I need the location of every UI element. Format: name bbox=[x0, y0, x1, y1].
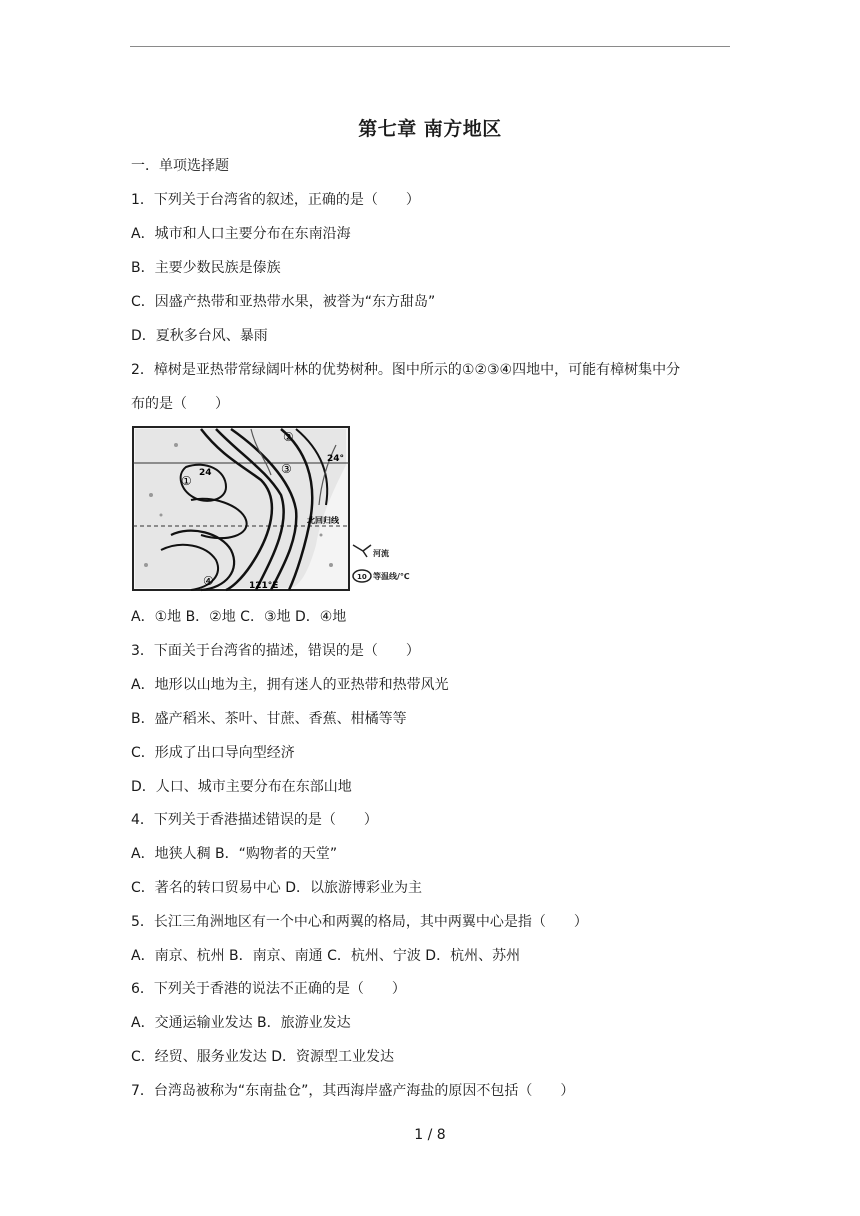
marker-3: ③ bbox=[281, 462, 292, 476]
question-6-options-line1: A．交通运输业发达 B．旅游业发达 bbox=[131, 1015, 351, 1031]
question-5-options: A．南京、杭州 B．南京、南通 C．杭州、宁波 D．杭州、苏州 bbox=[131, 948, 521, 964]
legend-isotherm-value: 10 bbox=[357, 573, 367, 581]
section-heading: 一．单项选择题 bbox=[131, 158, 229, 174]
question-6-stem: 6．下列关于香港的说法不正确的是（ ） bbox=[131, 981, 406, 997]
header-rule bbox=[130, 46, 730, 47]
marker-1: ① bbox=[181, 474, 192, 488]
marker-4: ④ bbox=[203, 574, 214, 588]
question-4-options-line1: A．地狭人稠 B．“购物者的天堂” bbox=[131, 846, 338, 862]
question-5-stem: 5．长江三角洲地区有一个中心和两翼的格局，其中两翼中心是指（ ） bbox=[131, 914, 588, 930]
question-2-stem-line2: 布的是（ ） bbox=[131, 396, 229, 412]
question-3-option-d: D．人口、城市主要分布在东部山地 bbox=[131, 779, 352, 795]
question-2-options: A．①地 B．②地 C．③地 D．④地 bbox=[131, 609, 347, 625]
page-number: 1 / 8 bbox=[414, 1127, 446, 1143]
question-1-option-d: D．夏秋多台风、暴雨 bbox=[131, 328, 268, 344]
marker-2: ② bbox=[283, 430, 294, 444]
question-3-option-b: B．盛产稻米、茶叶、甘蔗、香蕉、柑橘等等 bbox=[131, 711, 407, 727]
question-1-option-c: C．因盛产热带和亚热带水果，被誉为“东方甜岛” bbox=[131, 294, 436, 310]
question-6-options-line2: C．经贸、服务业发达 D．资源型工业发达 bbox=[131, 1049, 395, 1065]
question-2-stem-line1: 2．樟树是亚热带常绿阔叶林的优势树种。图中所示的①②③④四地中，可能有樟树集中分 bbox=[131, 362, 681, 378]
longitude-label: 121°E bbox=[249, 581, 279, 591]
legend-river-label: 河流 bbox=[373, 549, 389, 558]
legend-isotherm-label: 等温线/℃ bbox=[373, 572, 410, 581]
isotherm-label-24: 24 bbox=[199, 468, 212, 478]
question-1-option-b: B．主要少数民族是傣族 bbox=[131, 260, 281, 276]
taiwan-isotherm-map bbox=[131, 425, 410, 593]
question-3-option-c: C．形成了出口导向型经济 bbox=[131, 745, 295, 761]
latitude-label: 24° bbox=[327, 454, 345, 464]
question-4-stem: 4．下列关于香港描述错误的是（ ） bbox=[131, 812, 378, 828]
question-1-stem: 1．下列关于台湾省的叙述，正确的是（ ） bbox=[131, 192, 420, 208]
chapter-title: 第七章 南方地区 bbox=[358, 118, 502, 140]
question-3-option-a: A．地形以山地为主，拥有迷人的亚热带和热带风光 bbox=[131, 677, 449, 693]
tropic-label: 北回归线 bbox=[307, 516, 339, 525]
question-4-options-line2: C．著名的转口贸易中心 D．以旅游博彩业为主 bbox=[131, 880, 423, 896]
question-3-stem: 3．下面关于台湾省的描述，错误的是（ ） bbox=[131, 643, 420, 659]
question-7-stem: 7．台湾岛被称为“东南盐仓”，其西海岸盛产海盐的原因不包括（ ） bbox=[131, 1083, 575, 1099]
question-1-option-a: A．城市和人口主要分布在东南沿海 bbox=[131, 226, 351, 242]
